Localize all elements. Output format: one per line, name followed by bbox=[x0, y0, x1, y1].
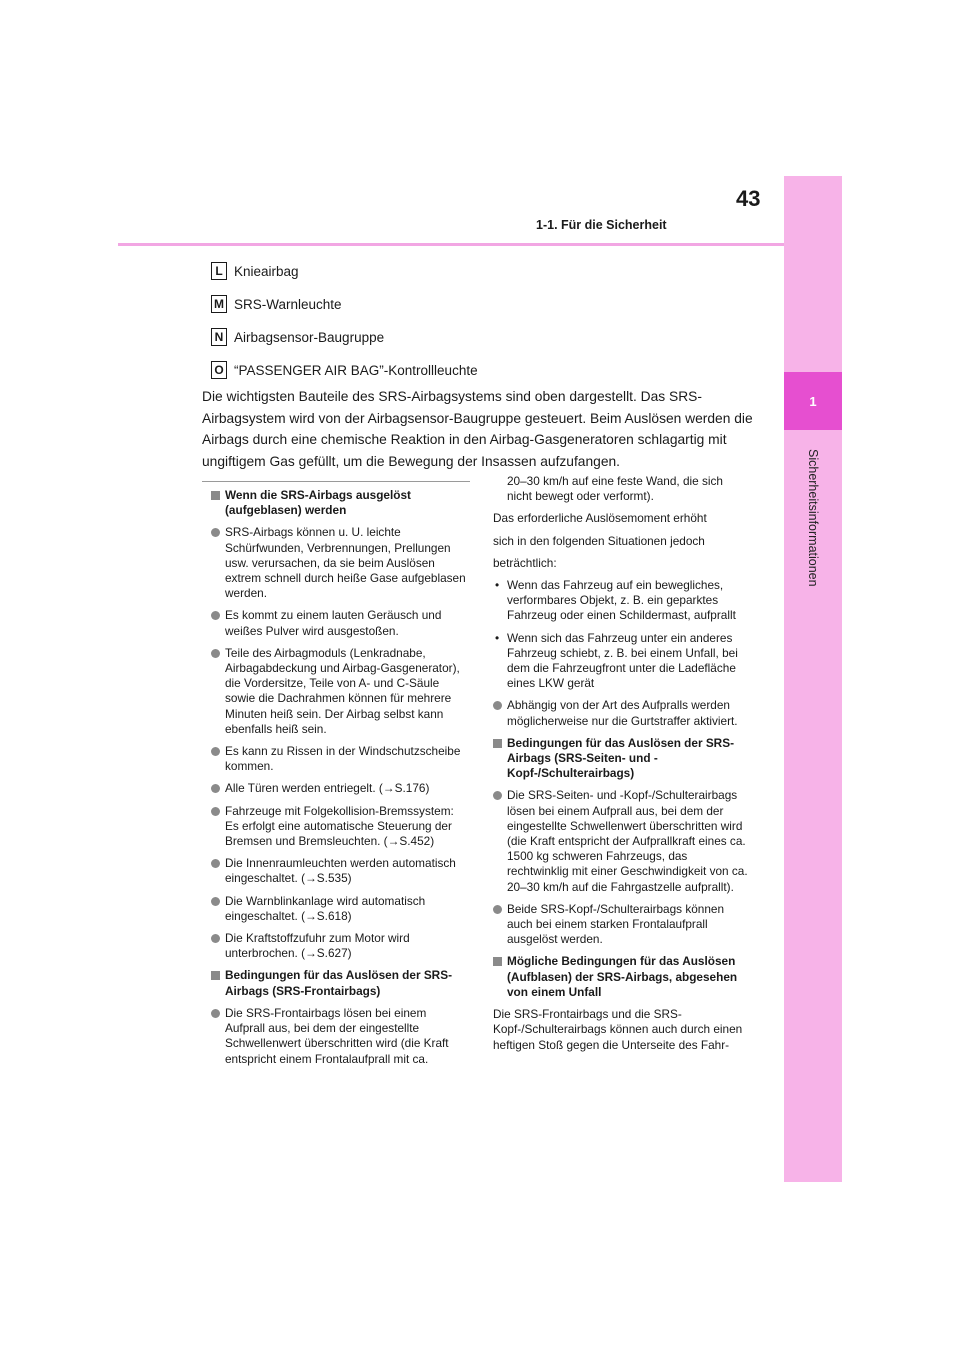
bullet-item: Es kommt zu einem lauten Geräusch und weißes Pulver wird ausgestoßen. bbox=[211, 608, 467, 638]
list-item: • Wenn das Fahrzeug auf ein bewegliches, verformbares Objekt, z. B. ein geparktes Fahrzeug oder einen Schildermast, aufprallt bbox=[493, 578, 751, 624]
bullet-item: Beide SRS-Kopf-/Schulterairbags können auch bei einem starken Frontalaufprall ausgelöst werden. bbox=[493, 902, 751, 948]
subheading: Mögliche Bedingungen für das Auslösen (Aufblasen) der SRS-Airbags, abgesehen von einem Unfall bbox=[493, 954, 751, 1000]
body-text: Die SRS-Frontairbags und die SRS-Kopf-/Schulterairbags können auch durch einen heftigen Stoß gegen die Unterseite des Fahr- bbox=[493, 1007, 743, 1052]
page-number: 43 bbox=[736, 186, 761, 211]
bullet-item: Die SRS-Frontairbags lösen bei einem Aufprall aus, bei dem der eingestellte Schwellenwert überschritten wird (die Kraft entspricht einem Frontalaufprall mit ca. bbox=[211, 1006, 467, 1067]
continued-text: 20–30 km/h auf eine feste Wand, die sich nicht bewegt oder verformt). bbox=[507, 474, 723, 504]
bullet-item: SRS-Airbags können u. U. leichte Schürfwunden, Verbrennungen, Prellungen usw. verursachen, da sie beim Auslösen extrem schnell durch heiße Gase aufgeblasen werden. bbox=[211, 525, 467, 601]
bullet-item: Es kann zu Rissen in der Windschutzscheibe kommen. bbox=[211, 744, 467, 774]
body-text: sich in den folgenden Situationen jedoch bbox=[493, 533, 705, 548]
bullet-item: Die Kraftstoffzufuhr zum Motor wird unterbrochen. (→S.627) bbox=[211, 931, 467, 961]
bullet-item: Die Warnblinkanlage wird automatisch eingeschaltet. (→S.618) bbox=[211, 894, 467, 924]
bullet-item: Die Innenraumleuchten werden automatisch eingeschaltet. (→S.535) bbox=[211, 856, 467, 886]
legend-text: SRS-Warnleuchte bbox=[234, 296, 342, 312]
subheading: Wenn die SRS-Airbags ausgelöst (aufgeblasen) werden bbox=[211, 488, 467, 518]
right-column bbox=[493, 474, 751, 1060]
chapter-label: Sicherheitsinformationen bbox=[806, 449, 820, 587]
intro-paragraph: Die wichtigsten Bauteile des SRS-Airbagsystems sind oben dargestellt. Das SRS-Airbagsystem wird von der Airbagsensor-Baugruppe gesteuert. Beim Auslösen werden die Airbags durch eine chemische Reaktion in den Airbag-Gasgeneratoren schlagartig mit ungiftigem Gas gefüllt, um die Bewegung der Insassen aufzufangen. bbox=[202, 389, 753, 469]
header-divider bbox=[118, 243, 784, 246]
legend-item bbox=[211, 328, 771, 346]
legend-text: “PASSENGER AIR BAG”-Kontrollleuchte bbox=[234, 362, 478, 378]
legend-letter: N bbox=[211, 328, 227, 346]
body-text: beträchtlich: bbox=[493, 555, 557, 570]
legend-text: Knieairbag bbox=[234, 263, 299, 279]
list-item: • Wenn sich das Fahrzeug unter ein anderes Fahrzeug schiebt, z. B. bei einem Unfall, bei dem die Fahrzeugfront unter die Ladefläche eines LKW gerät bbox=[493, 631, 751, 692]
bullet-item: Die SRS-Seiten- und -Kopf-/Schulterairbags lösen bei einem Aufprall aus, bei dem der eingestellte Schwellenwert überschritten wird (die Kraft entspricht der Aufprallkraft eines ca. 1500 kg schweren Fahrzeugs, das rechtwinklig mit einer Geschwindigkeit von ca. 20–30 km/h auf die Fahrgastzelle aufprallt). bbox=[493, 788, 751, 894]
chapter-tab[interactable]: 1 bbox=[784, 372, 842, 430]
subheading: Bedingungen für das Auslösen der SRS-Airbags (SRS-Frontairbags) bbox=[211, 968, 467, 998]
legend-letter: L bbox=[211, 262, 227, 280]
legend-item bbox=[211, 262, 771, 280]
legend-item bbox=[211, 295, 771, 313]
left-column bbox=[211, 488, 467, 1074]
body-text: Das erforderliche Auslösemoment erhöht bbox=[493, 511, 707, 526]
side-bar bbox=[784, 176, 842, 1182]
legend-letter: O bbox=[211, 361, 227, 379]
bullet-item: Fahrzeuge mit Folgekollision-Bremssystem: Es erfolgt eine automatische Steuerung der Bremsen und Bremsleuchten. (→S.452) bbox=[211, 804, 467, 850]
section-divider bbox=[202, 481, 470, 482]
subheading: Bedingungen für das Auslösen der SRS-Airbags (SRS-Seiten- und -Kopf-/Schulterairbags) bbox=[493, 736, 751, 782]
legend-text: Airbagsensor-Baugruppe bbox=[234, 329, 385, 345]
bullet-item: Alle Türen werden entriegelt. (→S.176) bbox=[211, 781, 467, 796]
bullet-item: Teile des Airbagmoduls (Lenkradnabe, Airbagabdeckung und Airbag-Gasgenerator), die Vordersitze, Teile von A- und C-Säule sowie die Dachrahmen können für mehrere Minuten heiß sein. Der Airbag selbst kann ebenfalls heiß sein. bbox=[211, 646, 467, 737]
bullet-item: Abhängig von der Art des Aufpralls werden möglicherweise nur die Gurtstraffer aktiviert. bbox=[493, 698, 751, 728]
legend-item bbox=[211, 361, 771, 379]
section-title: 1-1. Für die Sicherheit bbox=[536, 218, 667, 232]
legend-letter: M bbox=[211, 295, 227, 313]
